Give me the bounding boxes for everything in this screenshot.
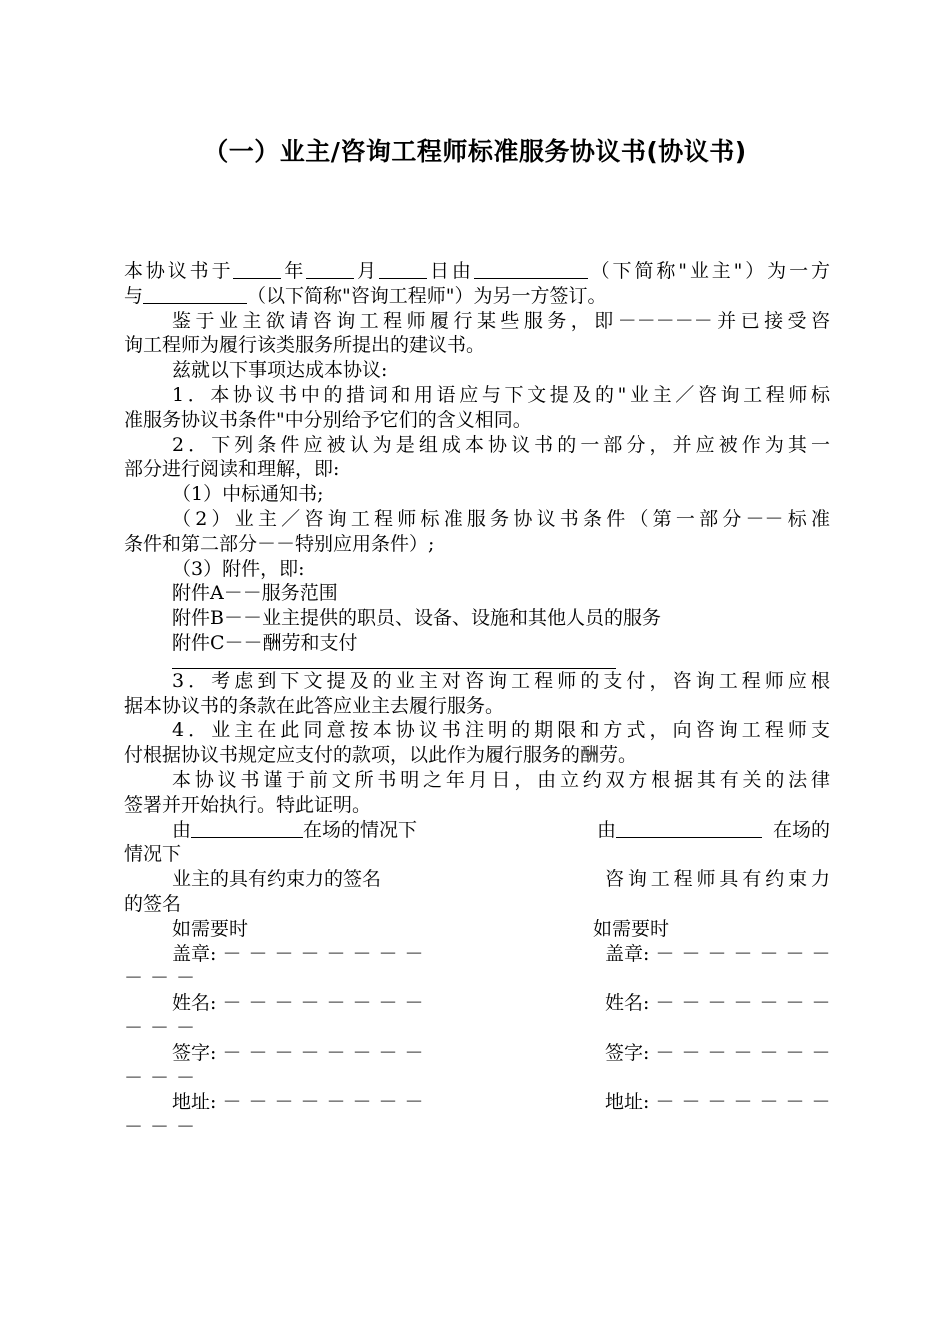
separator-line [172, 656, 616, 669]
clause-1-line-1: 1．本协议书中的措词和用语应与下文提及的"业主／咨询工程师标 [172, 383, 830, 406]
owner-present-label: 在场的情况下 [303, 818, 418, 841]
clause-4-line-2: 付根据协议书规定应支付的款项，以此作为履行服务的酬劳。 [124, 744, 638, 767]
clause-2-item-3: （3）附件，即: [172, 557, 305, 580]
agreement-lead: 兹就以下事项达成本协议: [172, 359, 388, 382]
presence-row [124, 818, 830, 843]
engineer-sign-dashes: －－－－－－－ [655, 1041, 838, 1064]
engineer-address-label: 地址: [605, 1091, 650, 1114]
engineer-name-dashes: －－－－－－－ [655, 992, 838, 1015]
owner-blank [474, 259, 588, 279]
owner-if-needed: 如需要时 [172, 917, 249, 940]
month-label: 月 [354, 260, 380, 282]
engineer-by-label: 由 [597, 818, 617, 841]
owner-sign-label: 签字: [172, 1041, 217, 1064]
name-wrap-dashes: －－－ [124, 1016, 203, 1039]
recital-line-1: 鉴于业主欲请咨询工程师履行某些服务，即－－－－－并已接受咨 [172, 309, 830, 332]
clause-2-line-2: 部分进行阅读和理解，即: [124, 458, 340, 481]
year-blank [233, 259, 281, 279]
seal-row [124, 942, 838, 967]
recital-line-2: 询工程师为履行该类服务所提出的建议书。 [124, 334, 486, 357]
owner-sign-dashes: －－－－－－－－ [222, 1041, 431, 1064]
day-label: 日由 [427, 260, 474, 282]
month-blank [306, 259, 354, 279]
owner-alias: （下简称"业主"）为一方 [587, 260, 830, 282]
clause-3-line-2: 据本协议书的条款在此答应业主去履行服务。 [124, 694, 505, 717]
clause-2-item-1: （1）中标通知书; [172, 483, 324, 506]
if-needed-row [124, 917, 830, 942]
owner-seal-label: 盖章: [172, 942, 217, 965]
engineer-sign-label: 签字: [605, 1041, 650, 1064]
owner-signature-label: 业主的具有约束力的签名 [172, 868, 382, 891]
clause-5-line-1: 本协议书谨于前文所书明之年月日，由立约双方根据其有关的法律 [172, 768, 830, 791]
address-row [124, 1090, 838, 1115]
clause-5-line-2: 签署并开始执行。特此证明。 [124, 793, 372, 816]
intro-with: 与 [124, 284, 144, 307]
year-label: 年 [281, 260, 307, 282]
clause-2-line-1: 2．下列条件应被认为是组成本协议书的一部分，并应被作为其一 [172, 433, 830, 456]
document-title: （一）业主/咨询工程师标准服务协议书(协议书) [203, 137, 747, 166]
seal-wrap-dashes: －－－ [124, 967, 203, 990]
owner-seal-dashes: －－－－－－－－ [222, 942, 431, 965]
owner-witness-blank [191, 818, 303, 838]
engineer-signature-label: 咨询工程师具有约束力 [605, 868, 830, 891]
sign-wrap-dashes: －－－ [124, 1066, 203, 1089]
presence-wrap: 情况下 [124, 843, 182, 866]
engineer-seal-label: 盖章: [605, 942, 650, 965]
owner-by-label: 由 [172, 818, 192, 841]
owner-name-label: 姓名: [172, 992, 217, 1015]
clause-1-line-2: 准服务协议书条件"中分别给予它们的含义相同。 [124, 408, 532, 431]
engineer-seal-dashes: －－－－－－－ [655, 942, 838, 965]
annex-a: 附件A－－服务范围 [172, 582, 338, 605]
clause-3-line-1: 3．考虑到下文提及的业主对咨询工程师的支付，咨询工程师应根 [172, 669, 830, 692]
day-blank [379, 259, 427, 279]
engineer-present-label: 在场的 [772, 818, 830, 841]
sign-row [124, 1041, 838, 1066]
engineer-name-label: 姓名: [605, 992, 650, 1015]
owner-address-label: 地址: [172, 1091, 217, 1114]
owner-address-dashes: －－－－－－－－ [222, 1091, 431, 1114]
engineer-address-dashes: －－－－－－－ [655, 1091, 838, 1114]
agreement-body [124, 259, 838, 1140]
owner-name-dashes: －－－－－－－－ [222, 992, 431, 1015]
engineer-blank [143, 284, 247, 304]
engineer-alias: （以下简称"咨询工程师"）为另一方签订。 [247, 284, 607, 307]
annex-b: 附件B－－业主提供的职员、设备、设施和其他人员的服务 [172, 607, 661, 630]
clause-2-item-2-line-1: （2）业主／咨询工程师标准服务协议书条件（第一部分－－标准 [172, 507, 830, 530]
intro-line-1 [124, 259, 830, 284]
name-row [124, 991, 838, 1016]
signature-row [124, 867, 830, 892]
intro-line-2 [124, 284, 830, 309]
engineer-if-needed: 如需要时 [593, 917, 670, 940]
clause-2-item-2-line-2: 条件和第二部分－－特别应用条件）; [124, 532, 435, 555]
clause-4-line-1: 4．业主在此同意按本协议书注明的期限和方式，向咨询工程师支 [172, 719, 830, 742]
address-wrap-dashes: －－－ [124, 1116, 203, 1139]
engineer-witness-blank [616, 818, 762, 838]
intro-text: 本协议书于 [124, 260, 234, 282]
signature-wrap: 的签名 [124, 892, 182, 915]
annex-c: 附件C－－酬劳和支付 [172, 631, 358, 654]
